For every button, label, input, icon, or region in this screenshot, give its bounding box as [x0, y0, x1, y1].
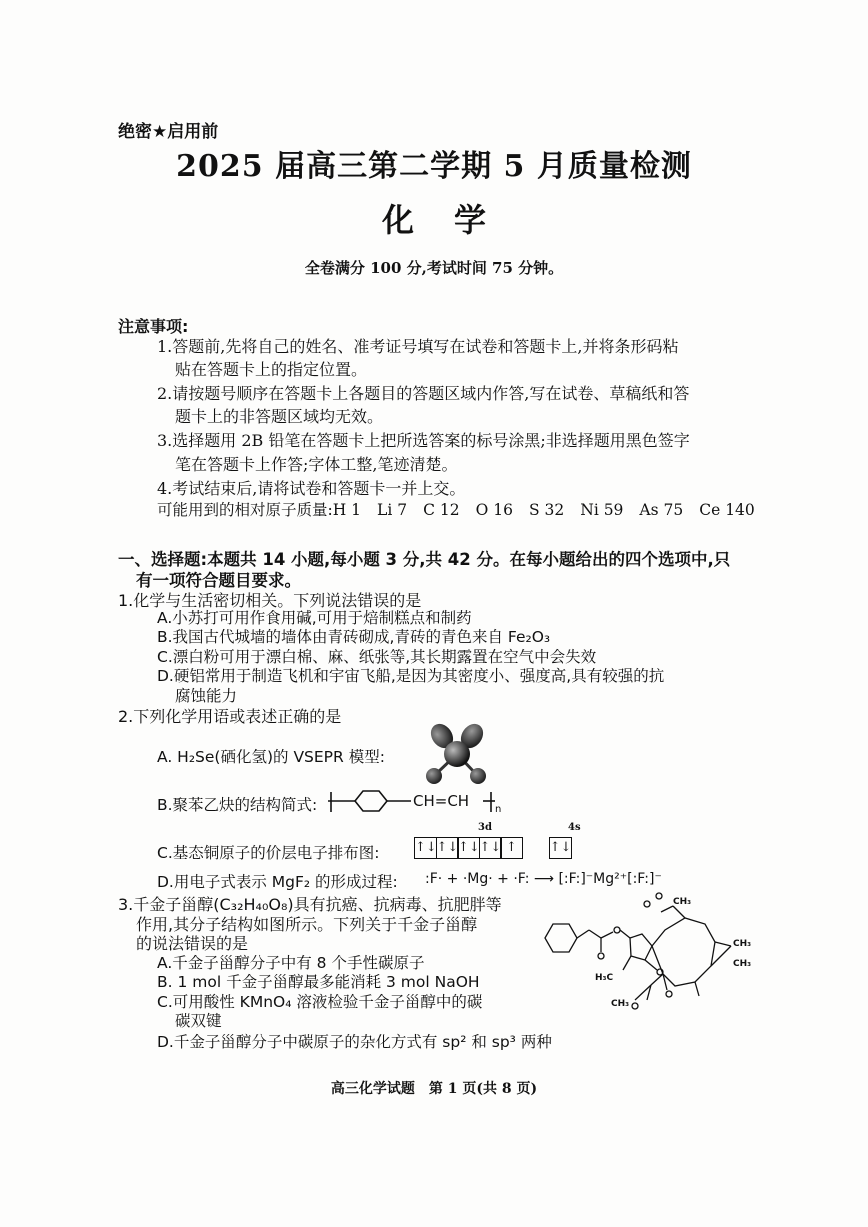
label-h3c: H₃C: [595, 973, 614, 983]
notice-item-3-cont: 笔在答题卡上作答;字体工整,笔迹清楚。: [175, 455, 458, 474]
q1-option-b: B.我国古代城墙的墙体由青砖砌成,青砖的青色来自 Fe₂O₃: [157, 628, 551, 646]
orbital-box: ↑↓: [549, 837, 572, 859]
label-ch3-right2: CH₃: [733, 959, 752, 969]
q1-option-d: D.硬铝常用于制造飞机和宇宙飞船,是因为其密度小、强度高,具有较强的抗: [157, 667, 665, 685]
q2-option-a: A. H₂Se(硒化氢)的 VSEPR 模型:: [157, 748, 385, 766]
molecule-structure: [535, 890, 760, 1025]
q2-option-d: D.用电子式表示 MgF₂ 的形成过程:: [157, 873, 398, 891]
label-ch3-right1: CH₃: [733, 939, 752, 949]
orbital-diagram: [414, 837, 570, 859]
secret-mark: 绝密★启用前: [118, 122, 219, 142]
orbital-box: ↑↓: [414, 837, 437, 859]
q1-option-d-cont: 腐蚀能力: [175, 687, 238, 705]
structure-formula-text: CH=CH: [413, 792, 470, 810]
q3-stem-cont: 作用,其分子结构如图所示。下列关于千金子甾醇: [136, 915, 478, 934]
score-info: 全卷满分 100 分,考试时间 75 分钟。: [304, 259, 564, 277]
mass-ce: Ce 140: [699, 501, 755, 519]
q3-option-a: A.千金子甾醇分子中有 8 个手性碳原子: [157, 954, 425, 972]
notice-item-2: 2.请按题号顺序在答题卡上各题目的答题区域内作答,写在试卷、草稿纸和答: [157, 384, 690, 403]
orbitals-4s: [549, 837, 571, 859]
mass-c: C 12: [423, 501, 460, 519]
polyphenylacetylene-structure: [325, 786, 525, 816]
q3-stem-cont2: 的说法错误的是: [136, 934, 249, 953]
section-heading: 一、选择题:本题共 14 小题,每小题 3 分,共 42 分。在每小题给出的四个选项中,只: [118, 550, 731, 569]
orbital-box: ↑↓: [436, 837, 459, 859]
q3-stem: 3.千金子甾醇(C₃₂H₄₀O₈)具有抗癌、抗病毒、抗肥胖等: [118, 895, 502, 914]
mass-as: As 75: [639, 501, 684, 519]
q3-option-c-cont: 碳双键: [175, 1012, 222, 1030]
mass-h: H 1: [332, 501, 362, 519]
label-4s: 4s: [568, 822, 581, 833]
notice-item-1-cont: 贴在答题卡上的指定位置。: [175, 360, 368, 379]
exam-title: 2025 届高三第二学期 5 月质量检测: [176, 149, 692, 184]
label-ch3-top: CH₃: [673, 897, 692, 907]
orbital-box: ↑↓: [479, 837, 502, 859]
q3-option-b: B. 1 mol 千金子甾醇最多能消耗 3 mol NaOH: [157, 973, 480, 991]
q1-option-c: C.漂白粉可用于漂白棉、麻、纸张等,其长期露置在空气中会失效: [157, 648, 597, 666]
orbital-box: ↑: [500, 837, 523, 859]
q3-option-c: C.可用酸性 KMnO₄ 溶液检验千金子甾醇中的碳: [157, 993, 483, 1011]
notice-item-4: 4.考试结束后,请将试卷和答题卡一并上交。: [157, 479, 466, 498]
page-footer: 高三化学试题 第 1 页(共 8 页): [330, 1081, 538, 1097]
notice-item-3: 3.选择题用 2B 铅笔在答题卡上把所选答案的标号涂黑;非选择题用黑色签字: [157, 431, 690, 450]
mass-o: O 16: [475, 501, 513, 519]
notice-heading: 注意事项:: [118, 317, 189, 336]
masses-label: 可能用到的相对原子质量:: [157, 501, 333, 519]
notice-item-2-cont: 题卡上的非答题区域均无效。: [175, 407, 384, 426]
section-heading-cont: 有一项符合题目要求。: [136, 571, 301, 590]
label-ch3-bottom: CH₃: [611, 999, 630, 1009]
q1-option-a: A.小苏打可用作食用碱,可用于焙制糕点和制药: [157, 609, 472, 627]
subject-title: 化学: [381, 201, 526, 239]
q2-stem: 2.下列化学用语或表述正确的是: [118, 707, 342, 726]
notice-item-1: 1.答题前,先将自己的姓名、准考证号填写在试卷和答题卡上,并将条形码粘: [157, 337, 679, 356]
q3-option-d: D.千金子甾醇分子中碳原子的杂化方式有 sp² 和 sp³ 两种: [157, 1033, 552, 1051]
mass-s: S 32: [528, 501, 565, 519]
atomic-masses: [157, 498, 755, 520]
mass-li: Li 7: [377, 501, 408, 519]
mgf2-formation: :F· + ·Mg· + ·F: ⟶ [:F:]⁻Mg²⁺[:F:]⁻: [425, 871, 662, 887]
orbitals-3d: [414, 837, 522, 859]
q2-option-b: B.聚苯乙炔的结构简式:: [157, 796, 318, 814]
orbital-box: ↑↓: [457, 837, 480, 859]
q2-option-c: C.基态铜原子的价层电子排布图:: [157, 844, 380, 862]
subscript-n: n: [495, 804, 502, 815]
q1-stem: 1.化学与生活密切相关。下列说法错误的是: [118, 591, 422, 610]
label-3d: 3d: [478, 822, 492, 833]
mass-ni: Ni 59: [580, 501, 624, 519]
vsepr-model-image: [412, 722, 502, 790]
